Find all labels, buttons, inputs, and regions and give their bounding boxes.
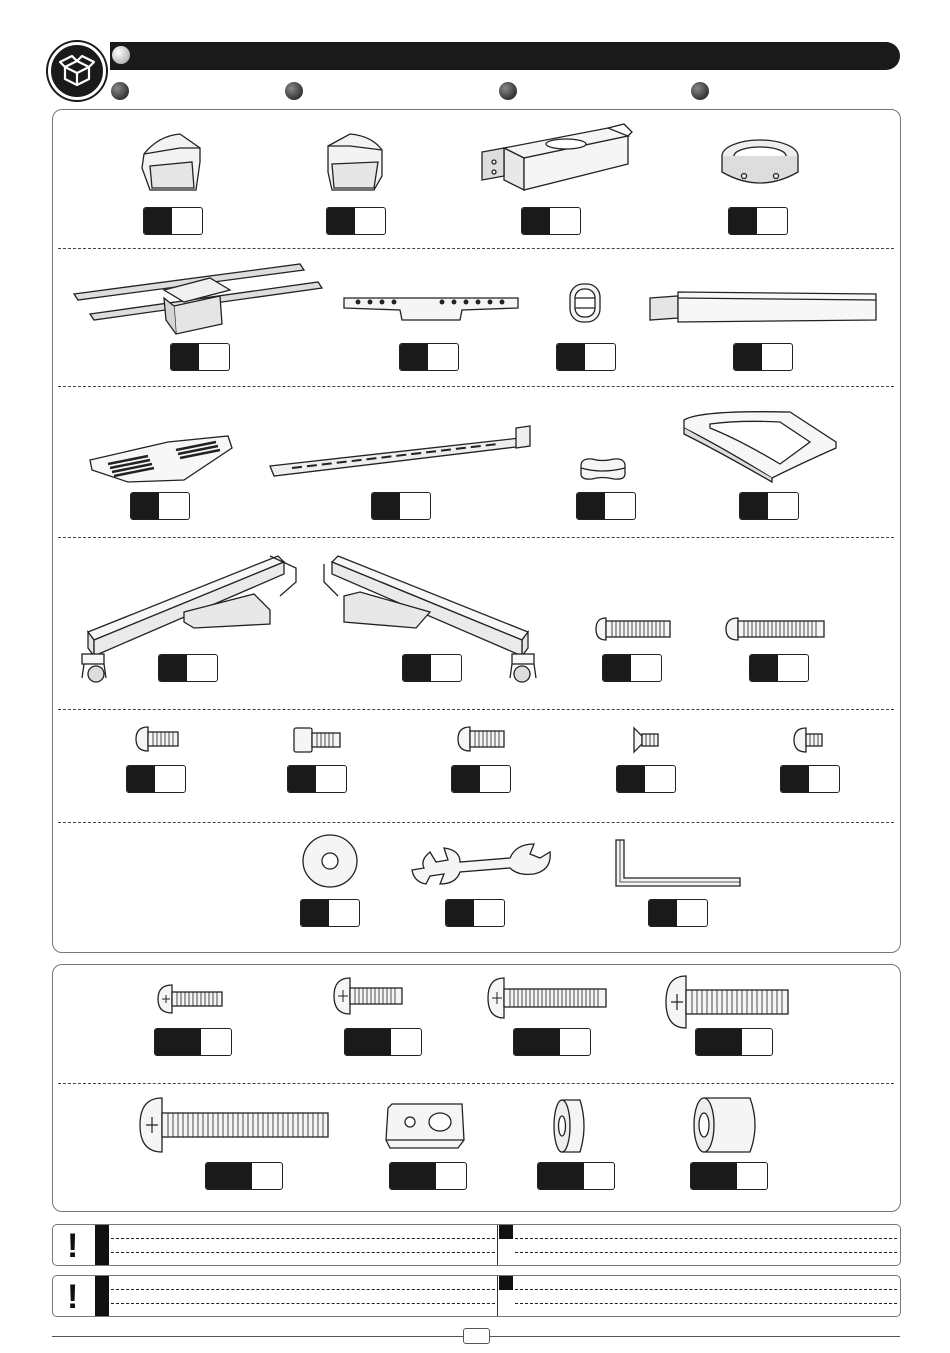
row-divider: [58, 1083, 894, 1084]
long-bolt-a: [594, 614, 674, 644]
part-label: [158, 654, 218, 682]
part-label: [170, 343, 230, 371]
part-label: [695, 1028, 773, 1056]
part-label: [576, 492, 636, 520]
part-label: [602, 654, 662, 682]
part-label: [389, 1162, 467, 1190]
part-label: [648, 899, 708, 927]
part-label: [513, 1028, 591, 1056]
part-label: [616, 765, 676, 793]
row-divider: [58, 709, 894, 710]
tube-end-cap-right: [324, 132, 389, 192]
part-label: [205, 1162, 283, 1190]
warning-marker: [95, 1276, 109, 1316]
flat-washer: [300, 832, 360, 890]
parts-panel-a: [52, 109, 901, 953]
m8-pan-screw: [664, 974, 792, 1030]
row-divider: [58, 386, 894, 387]
part-label: [130, 492, 190, 520]
column-bracket-sleeve: [478, 122, 634, 192]
part-label: [126, 765, 186, 793]
part-label: [451, 765, 511, 793]
warning-marker: [499, 1276, 513, 1290]
warning-box-1: [52, 1224, 901, 1266]
row-divider: [58, 248, 894, 249]
header-dot: [112, 46, 130, 64]
part-label: [728, 207, 788, 235]
part-label: [521, 207, 581, 235]
part-label: [780, 765, 840, 793]
cross-frame-assembly: [70, 258, 325, 338]
open-end-wrench: [410, 838, 554, 888]
legend-dot-3: [499, 82, 517, 100]
vented-shelf-tray: [88, 430, 234, 486]
row-divider: [58, 537, 894, 538]
warning-box-2: [52, 1275, 901, 1317]
part-label: [326, 207, 386, 235]
part-label: [143, 207, 203, 235]
round-head-screw: [456, 724, 508, 754]
part-label: [445, 899, 505, 927]
part-label: [371, 492, 431, 520]
tube-end-cap-left: [138, 132, 208, 192]
part-label: [556, 343, 616, 371]
exclamation-icon: !: [67, 1278, 79, 1316]
mounting-rail: [268, 424, 532, 480]
oval-foot-cap: [578, 456, 628, 482]
m8-long-pan-screw: [138, 1096, 332, 1154]
part-label: [402, 654, 462, 682]
m4-pan-screw: [156, 982, 226, 1016]
part-label: [690, 1162, 768, 1190]
countersunk-screw: [632, 726, 662, 754]
socket-head-screw: [292, 726, 344, 754]
part-label: [344, 1028, 422, 1056]
exclamation-icon: !: [67, 1227, 79, 1265]
hex-key: [612, 836, 744, 890]
part-label: [733, 343, 793, 371]
warning-marker: [499, 1225, 513, 1239]
m6-pan-screw: [486, 976, 610, 1020]
spacer-plate: [384, 1100, 468, 1152]
section-header-bar: [110, 42, 900, 70]
oval-clamp-collar: [718, 134, 802, 192]
part-label: [300, 899, 360, 927]
glass-shelf-bracket: [680, 406, 840, 482]
part-label: [749, 654, 809, 682]
large-spacer: [692, 1096, 762, 1154]
wall-interface-plate: [342, 292, 520, 324]
part-label: [399, 343, 459, 371]
long-bolt-b: [724, 614, 828, 644]
warning-marker: [95, 1225, 109, 1265]
m5-pan-screw: [332, 976, 406, 1016]
short-round-screw: [792, 726, 826, 754]
small-spacer: [552, 1098, 590, 1154]
part-label: [154, 1028, 232, 1056]
oval-grommet: [568, 282, 602, 324]
legend-dot-2: [285, 82, 303, 100]
legend-dot-1: [111, 82, 129, 100]
extension-column: [648, 288, 880, 324]
row-divider: [58, 822, 894, 823]
button-head-screw: [134, 724, 180, 754]
legend-dot-4: [691, 82, 709, 100]
page-number-box: [463, 1328, 490, 1344]
open-box-icon: [48, 42, 106, 100]
part-label: [739, 492, 799, 520]
part-label: [537, 1162, 615, 1190]
part-label: [287, 765, 347, 793]
